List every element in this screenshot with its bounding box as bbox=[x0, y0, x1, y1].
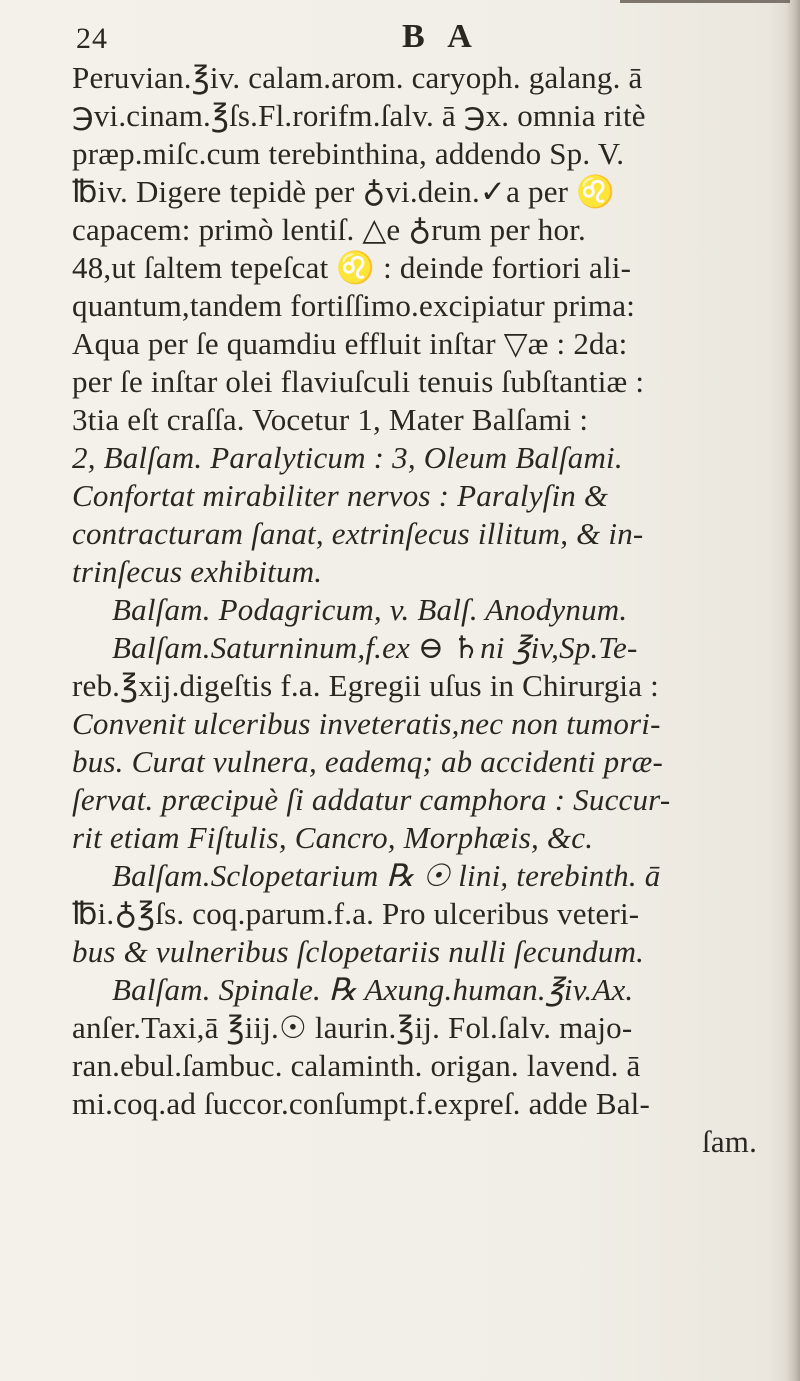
text-line: bus & vulneribus ſclopetariis nulli ſecundum. bbox=[72, 934, 645, 969]
running-head: B A bbox=[402, 18, 480, 55]
text-line: 48,ut ſaltem tepeſcat ♌ : deinde fortiori ali- bbox=[72, 250, 632, 285]
text-line: ℔i.♁℥ſs. coq.parum.f.a. Pro ulceribus veteri- bbox=[72, 896, 640, 931]
text-line: capacem: primò lentiſ. △e ♁rum per hor. bbox=[72, 212, 586, 247]
text-line: quantum,tandem fortiſſimo.excipiatur prima: bbox=[72, 288, 636, 323]
text-line: Convenit ulceribus inveteratis,nec non tumori- bbox=[72, 706, 661, 741]
page-number: 24 bbox=[76, 22, 108, 55]
text-line: reb.℥xij.digeſtis f.a. Egregii uſus in Chirurgia : bbox=[72, 668, 659, 703]
text-line: Balſam. Podagricum, v. Balſ. Anodynum. bbox=[112, 592, 628, 627]
text-line: Balſam.Sclopetarium ℞ ☉ lini, terebinth. ā bbox=[112, 858, 661, 893]
text-line: 2, Balſam. Paralyticum : 3, Oleum Balſami. bbox=[72, 440, 623, 475]
text-line: per ſe inſtar olei flaviuſculi tenuis ſubſtantiæ : bbox=[72, 364, 645, 399]
text-line: mi.coq.ad ſuccor.conſumpt.f.expreſ. adde Bal- bbox=[72, 1086, 651, 1121]
text-line: Confortat mirabiliter nervos : Paralyſin & bbox=[72, 478, 609, 513]
text-line: bus. Curat vulnera, eademq; ab accidenti præ- bbox=[72, 744, 664, 779]
text-line: ℔iv. Digere tepidè per ♁vi.dein.✓a per ♌ bbox=[72, 174, 615, 209]
text-line: Balſam.Saturninum,f.ex ⊖ ♄ni ℥iv,Sp.Te- bbox=[112, 630, 638, 665]
text-line: Peruvian.℥iv. calam.arom. caryoph. galang. ā bbox=[72, 60, 643, 95]
text-line: Aqua per ſe quamdiu effluit inſtar ▽æ : 2da: bbox=[72, 326, 628, 361]
text-line: contracturam ſanat, extrinſecus illitum, & in- bbox=[72, 516, 644, 551]
text-line: præp.miſc.cum terebinthina, addendo Sp. V. bbox=[72, 136, 625, 171]
text-line: 3tia eſt craſſa. Vocetur 1, Mater Balſami : bbox=[72, 402, 589, 437]
text-line: Balſam. Spinale. ℞ Axung.human.℥iv.Ax. bbox=[112, 972, 634, 1007]
text-line: ran.ebul.ſambuc. calaminth. origan. lavend. ā bbox=[72, 1048, 641, 1083]
top-rule bbox=[620, 0, 790, 3]
catchword: ſam. bbox=[702, 1124, 758, 1159]
text-line: ſervat. præcipuè ſi addatur camphora : Succur- bbox=[72, 782, 671, 817]
page-header bbox=[76, 18, 776, 58]
body-text bbox=[72, 58, 788, 1358]
text-line: ℈vi.cinam.℥ſs.Fl.rorifm.ſalv. ā ℈x. omnia ritè bbox=[72, 98, 646, 133]
text-line: trinſecus exhibitum. bbox=[72, 554, 323, 589]
text-line: anſer.Taxi,ā ℥iij.☉ laurin.℥ij. Fol.ſalv. majo- bbox=[72, 1010, 633, 1045]
page-gutter-shadow bbox=[786, 0, 800, 1381]
text-line: rit etiam Fiſtulis, Cancro, Morphæis, &c. bbox=[72, 820, 594, 855]
